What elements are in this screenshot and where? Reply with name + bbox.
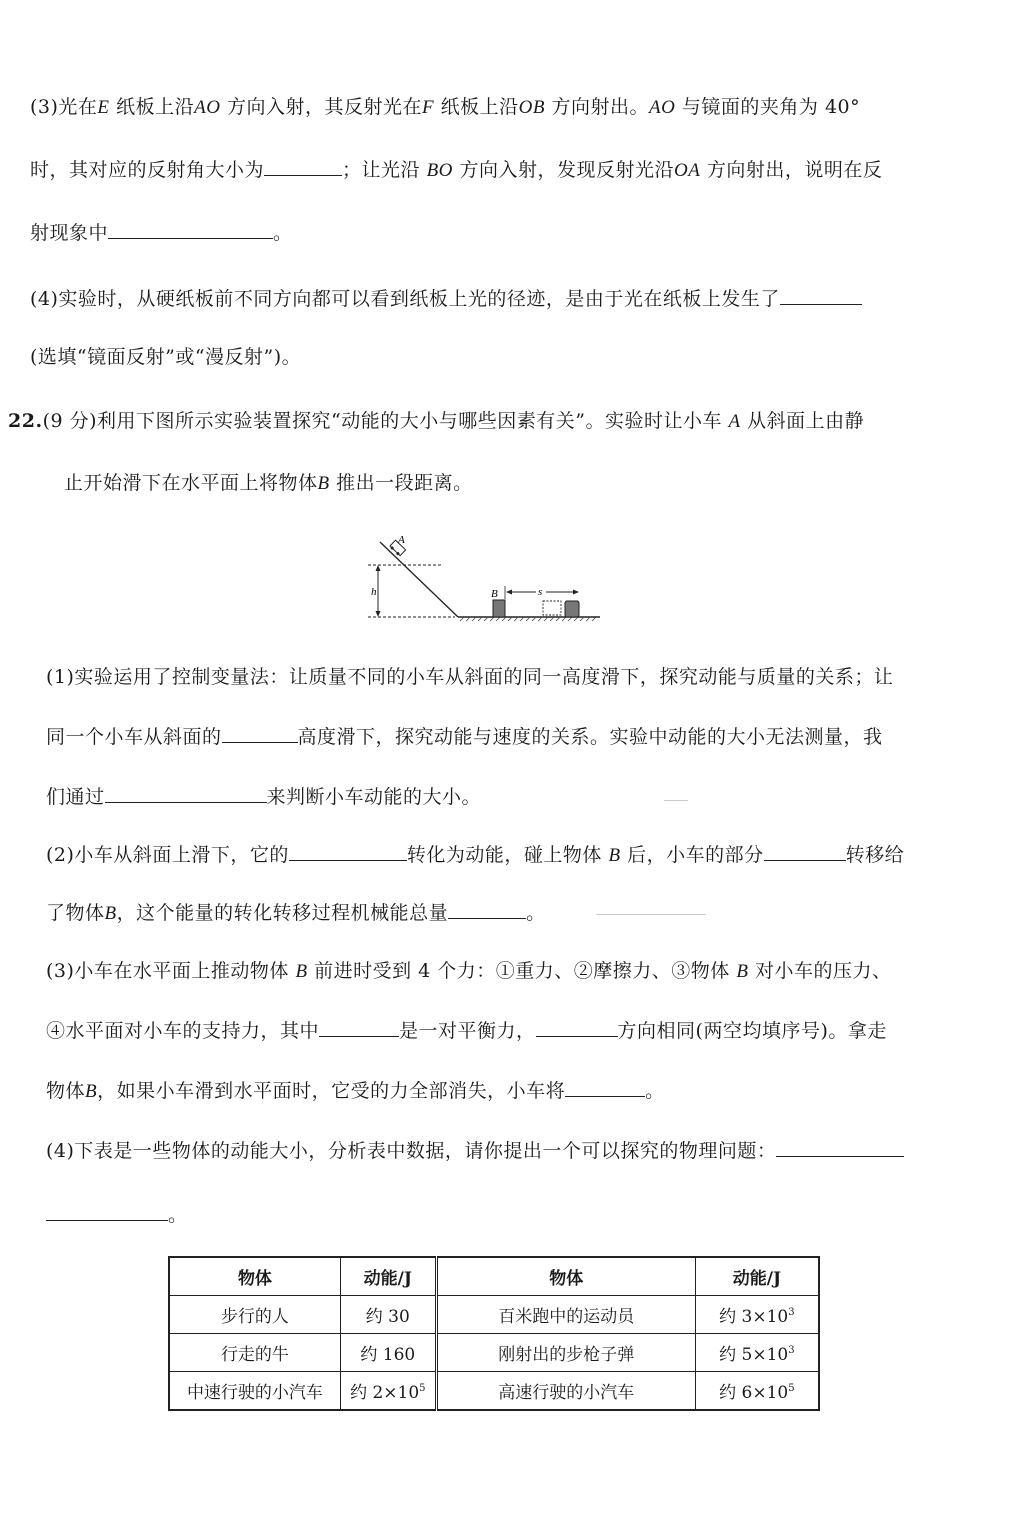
q22-p4-line2: [46, 1200, 188, 1228]
text: 方向射出。: [551, 96, 650, 118]
var-B: B: [85, 1081, 98, 1102]
text: 从斜面上由静: [747, 410, 865, 432]
text: (3)小车在水平面上推动物体: [46, 960, 289, 982]
exponent: 5: [788, 1383, 795, 1394]
exponent: 3: [788, 1307, 795, 1318]
table-cell: 约 160: [340, 1334, 436, 1372]
q22-p3-line3: [46, 1076, 665, 1105]
text: 物体: [46, 1080, 86, 1102]
q22-p3-line2: [46, 1016, 887, 1044]
text: (2)小车从斜面上滑下，它的: [46, 844, 289, 866]
var-AO: AO: [649, 97, 676, 118]
text: ，这个能量的转化转移过程机械能总量: [116, 902, 449, 924]
answer-blank[interactable]: [289, 840, 407, 861]
scan-mark: [664, 800, 688, 801]
answer-blank[interactable]: [780, 284, 862, 305]
text: 。: [273, 222, 293, 244]
q22-intro-line2: [64, 470, 473, 497]
q21-p3-line2: [30, 155, 882, 184]
text: 时，其对应的反射角大小为: [30, 159, 265, 181]
var-AO: AO: [194, 97, 221, 118]
var-BO: BO: [426, 160, 453, 181]
answer-blank[interactable]: [448, 898, 526, 919]
text: 了物体: [46, 902, 105, 924]
q22-p3-line1: [46, 958, 892, 985]
text: 纸板上沿: [440, 96, 519, 118]
label-h: h: [371, 586, 377, 598]
q21-p4-line1: [30, 284, 862, 312]
value: 约 6×10: [719, 1383, 789, 1403]
text: 与镜面的夹角为 40°: [681, 96, 861, 118]
text: 射现象中: [30, 222, 109, 244]
text: 方向射出，说明在反: [706, 159, 883, 181]
var-B: B: [317, 473, 330, 494]
var-E: E: [97, 97, 110, 118]
text: 。: [645, 1080, 665, 1102]
text: ；让光沿: [342, 159, 421, 181]
label-A: A: [398, 534, 405, 546]
table-cell: [340, 1372, 436, 1411]
var-B: B: [736, 961, 749, 982]
column-header: 物体: [169, 1257, 340, 1296]
answer-blank[interactable]: [536, 1016, 618, 1037]
label-B: B: [491, 588, 498, 600]
var-B: B: [608, 845, 621, 866]
exponent: 3: [788, 1345, 795, 1356]
q22-p1-line2: [46, 722, 883, 750]
answer-blank[interactable]: [764, 840, 846, 861]
column-header: 动能/J: [340, 1257, 436, 1296]
answer-blank[interactable]: [105, 782, 267, 803]
table-row: [169, 1372, 819, 1411]
block-B-final: [565, 601, 579, 617]
q22-p4-line1: [46, 1136, 904, 1164]
text: (4)实验时，从硬纸板前不同方向都可以看到纸板上光的径迹，是由于光在纸板上发生了: [30, 288, 780, 310]
text: 来判断小车动能的大小。: [266, 786, 482, 808]
table-cell: 刚射出的步枪子弹: [436, 1334, 695, 1372]
block-B: [493, 600, 505, 617]
text: (9 分)利用下图所示实验装置探究“动能的大小与哪些因素有关”。实验时让小车: [42, 410, 722, 432]
answer-blank[interactable]: [264, 155, 342, 176]
table-cell: [695, 1372, 819, 1411]
table-cell: 约 30: [340, 1296, 436, 1334]
var-B: B: [104, 903, 117, 924]
value: 约 3×10: [719, 1307, 789, 1327]
q22-p1-line1: [46, 664, 893, 690]
table-cell: [695, 1296, 819, 1334]
value: 约 2×10: [350, 1383, 420, 1403]
text: (选填“镜面反射”或“漫反射”)。: [30, 346, 302, 368]
question-number: 22.: [8, 410, 43, 432]
experiment-diagram: [360, 528, 620, 628]
table-header-row: [169, 1257, 819, 1296]
text: 转移给: [845, 844, 905, 866]
text: 。: [168, 1204, 188, 1226]
table-cell: 中速行驶的小汽车: [169, 1372, 340, 1411]
q21-p4-line2: [30, 344, 301, 370]
q22-intro-line1: [8, 408, 864, 435]
text: 高度滑下，探究动能与速度的关系。实验中动能的大小无法测量，我: [297, 726, 883, 748]
answer-blank[interactable]: [46, 1200, 168, 1221]
var-OA: OA: [673, 160, 701, 181]
text: 止开始滑下在水平面上将物体: [64, 472, 318, 494]
table-cell: [695, 1334, 819, 1372]
table-cell: 步行的人: [169, 1296, 340, 1334]
text: (1)实验运用了控制变量法：让质量不同的小车从斜面的同一高度滑下，探究动能与质量的关系；让: [46, 666, 894, 688]
text: 推出一段距离。: [336, 472, 473, 494]
text: 前进时受到 4 个力：①重力、②摩擦力、③物体: [314, 960, 730, 982]
text: 是一对平衡力，: [399, 1020, 536, 1042]
answer-blank[interactable]: [776, 1136, 904, 1157]
answer-blank[interactable]: [222, 722, 298, 743]
column-header: 动能/J: [695, 1257, 819, 1296]
scan-mark: [596, 914, 706, 915]
value: 约 5×10: [719, 1345, 789, 1365]
q21-p3-line3: [30, 218, 293, 246]
q22-p1-line3: [46, 782, 481, 810]
q22-p2-line1: [46, 840, 904, 869]
var-A: A: [728, 411, 741, 432]
q21-p3-line1: [30, 94, 860, 121]
text: 转化为动能，碰上物体: [406, 844, 602, 866]
answer-blank[interactable]: [565, 1076, 645, 1097]
text: 方向相同(两空均填序号)。拿走: [617, 1020, 887, 1042]
var-F: F: [421, 97, 435, 118]
text: 方向入射，其反射光在: [226, 96, 422, 118]
answer-blank[interactable]: [108, 218, 273, 239]
q22-p2-line2: [46, 898, 546, 927]
exponent: 5: [419, 1383, 426, 1394]
table-cell: 高速行驶的小汽车: [436, 1372, 695, 1411]
text: ④水平面对小车的支持力，其中: [46, 1020, 320, 1042]
table-row: [169, 1296, 819, 1334]
text: 方向入射，发现反射光沿: [459, 159, 674, 181]
kinetic-energy-table: [168, 1256, 820, 1411]
text: 同一个小车从斜面的: [46, 726, 222, 748]
table-row: [169, 1334, 819, 1372]
column-header: 物体: [436, 1257, 695, 1296]
text: 们通过: [46, 786, 105, 808]
text: 对小车的压力、: [755, 960, 892, 982]
text: 后，小车的部分: [627, 844, 764, 866]
table-cell: 百米跑中的运动员: [436, 1296, 695, 1334]
text: (4)下表是一些物体的动能大小，分析表中数据，请你提出一个可以探究的物理问题：: [46, 1140, 777, 1162]
text: ，如果小车滑到水平面时，它受的力全部消失，小车将: [97, 1080, 566, 1102]
label-s: s: [538, 586, 543, 598]
incline-slope: [380, 542, 458, 617]
answer-blank[interactable]: [319, 1016, 399, 1037]
cart-final-position: [543, 601, 561, 615]
var-OB: OB: [518, 97, 545, 118]
text: 。: [526, 902, 546, 924]
var-B: B: [295, 961, 308, 982]
table-cell: 行走的牛: [169, 1334, 340, 1372]
text: 纸板上沿: [116, 96, 195, 118]
text: (3)光在: [30, 96, 98, 118]
